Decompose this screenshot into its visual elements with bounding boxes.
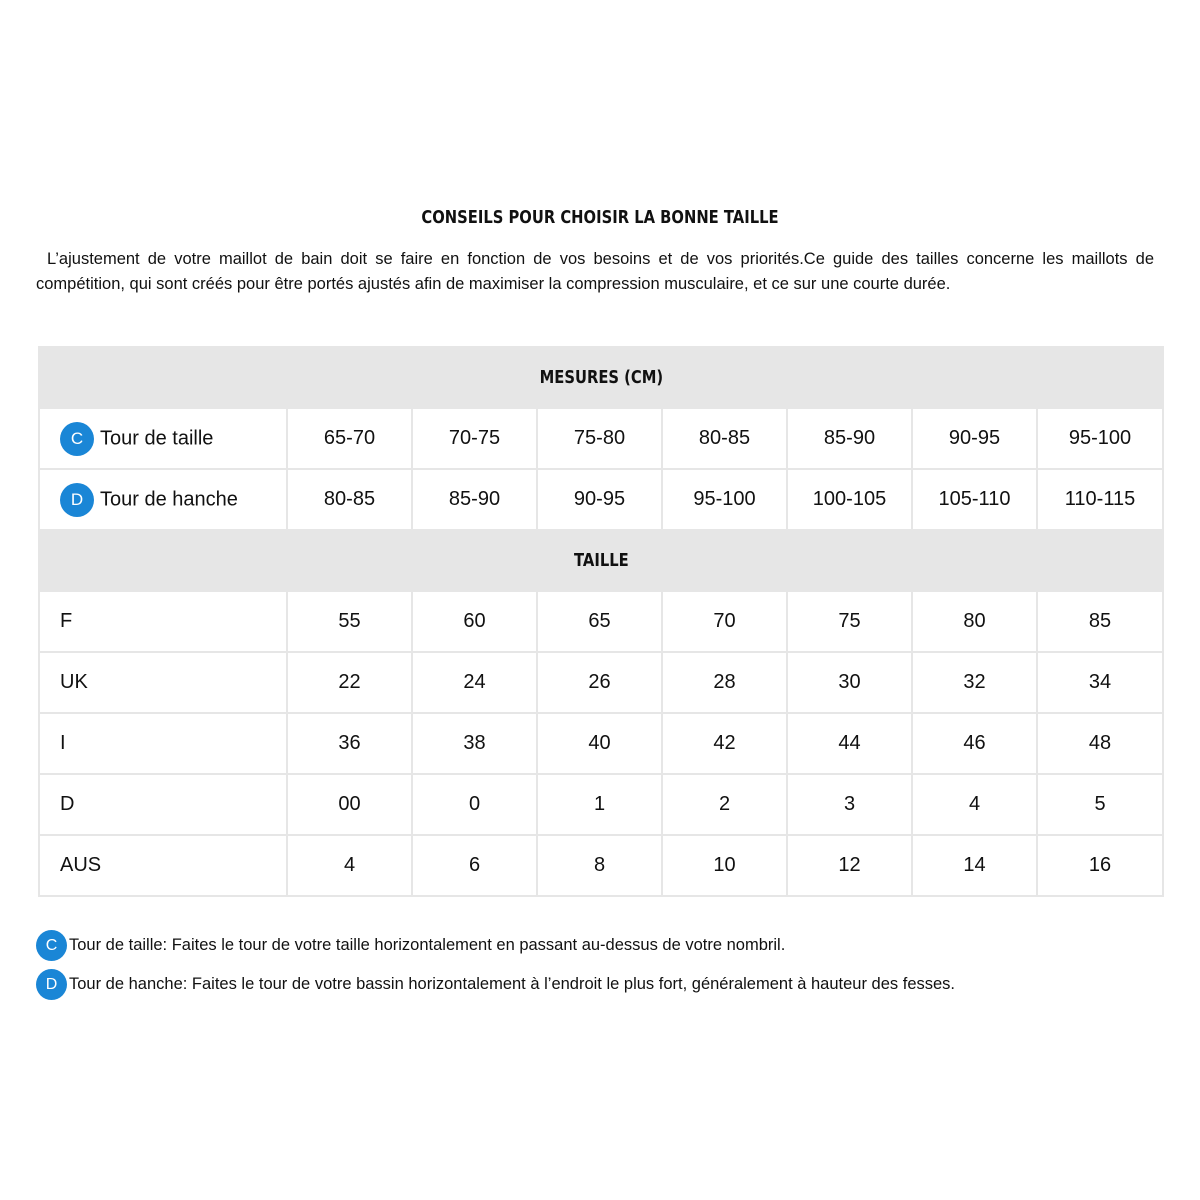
table-cell: 2 — [662, 774, 787, 835]
size-row-aus — [39, 835, 1163, 896]
table-cell: 22 — [287, 652, 412, 713]
table-cell: 38 — [412, 713, 537, 774]
table-cell: 46 — [912, 713, 1037, 774]
table-cell: 80 — [912, 591, 1037, 652]
measures-header-cell — [39, 347, 1163, 408]
measures-header: MESURES (CM) — [539, 367, 663, 388]
table-cell: 36 — [287, 713, 412, 774]
hip-badge-icon: D — [36, 969, 67, 1000]
table-cell: 16 — [1037, 835, 1163, 896]
table-cell: 80-85 — [662, 408, 787, 469]
footnote-text: Tour de taille: Faites le tour de votre taille horizontalement en passant au-dessus de votre nombril. — [69, 935, 786, 954]
table-cell: 14 — [912, 835, 1037, 896]
size-row-i — [39, 713, 1163, 774]
footnote-waist — [36, 928, 1166, 962]
table-cell: 5 — [1037, 774, 1163, 835]
size-header-cell — [39, 530, 1163, 591]
table-cell: 42 — [662, 713, 787, 774]
table-cell: 10 — [662, 835, 787, 896]
size-header: TAILLE — [573, 550, 629, 571]
waist-badge-icon: C — [60, 422, 94, 456]
intro-paragraph: L’ajustement de votre maillot de bain doit se faire en fonction de vos besoins et de vos priorités.Ce guide des tailles concerne les maillots de compétition, qui sont créés pour être portés ajustés afin de maximiser la compression musculaire, et ce sur une courte durée. — [36, 250, 1154, 293]
table-cell: 32 — [912, 652, 1037, 713]
table-cell: 65 — [537, 591, 662, 652]
row-label: D — [39, 774, 287, 835]
table-cell: 4 — [287, 835, 412, 896]
measures-header-row — [39, 347, 1163, 408]
waist-badge-icon: C — [36, 930, 67, 961]
row-label: Tour de hanche — [100, 488, 238, 510]
size-header-row — [39, 530, 1163, 591]
table-cell: 55 — [287, 591, 412, 652]
table-cell: 100-105 — [787, 469, 912, 530]
footnote-text: Tour de hanche: Faites le tour de votre bassin horizontalement à l’endroit le plus fort, généralement à hauteur des fesses. — [69, 974, 956, 993]
size-row-f — [39, 591, 1163, 652]
measure-row-waist — [39, 408, 1163, 469]
table-cell: 30 — [787, 652, 912, 713]
table-cell: 4 — [912, 774, 1037, 835]
row-label: UK — [39, 652, 287, 713]
table-cell: 80-85 — [287, 469, 412, 530]
row-label: I — [39, 713, 287, 774]
measure-row-hip — [39, 469, 1163, 530]
table-cell: 48 — [1037, 713, 1163, 774]
page-title: CONSEILS POUR CHOISIR LA BONNE TAILLE — [421, 207, 779, 228]
table-cell: 1 — [537, 774, 662, 835]
table-cell: 95-100 — [1037, 408, 1163, 469]
table-cell: 40 — [537, 713, 662, 774]
footnotes — [36, 928, 1166, 1006]
table-cell: 26 — [537, 652, 662, 713]
table-cell: 85 — [1037, 591, 1163, 652]
table-cell: 110-115 — [1037, 469, 1163, 530]
row-label: AUS — [39, 835, 287, 896]
table-cell: 24 — [412, 652, 537, 713]
table-cell: 105-110 — [912, 469, 1037, 530]
table-cell: 90-95 — [912, 408, 1037, 469]
table-cell: 75 — [787, 591, 912, 652]
table-cell: 44 — [787, 713, 912, 774]
hip-badge-icon: D — [60, 483, 94, 517]
table-cell: 60 — [412, 591, 537, 652]
table-cell: 28 — [662, 652, 787, 713]
row-label: Tour de taille — [100, 427, 214, 449]
table-cell: 70 — [662, 591, 787, 652]
footnote-hip — [36, 967, 1166, 1001]
size-row-d — [39, 774, 1163, 835]
table-cell: 6 — [412, 835, 537, 896]
table-body — [39, 347, 1163, 896]
table-cell: 90-95 — [537, 469, 662, 530]
row-label-cell — [39, 469, 287, 530]
size-row-uk — [39, 652, 1163, 713]
size-chart-table — [38, 346, 1164, 897]
table-cell: 65-70 — [287, 408, 412, 469]
table-cell: 95-100 — [662, 469, 787, 530]
table-cell: 85-90 — [787, 408, 912, 469]
table-cell: 3 — [787, 774, 912, 835]
table-cell: 85-90 — [412, 469, 537, 530]
table-cell: 70-75 — [412, 408, 537, 469]
table-cell: 00 — [287, 774, 412, 835]
table-cell: 8 — [537, 835, 662, 896]
row-label-cell — [39, 408, 287, 469]
table-cell: 12 — [787, 835, 912, 896]
table-cell: 34 — [1037, 652, 1163, 713]
row-label: F — [39, 591, 287, 652]
table-cell: 75-80 — [537, 408, 662, 469]
table-cell: 0 — [412, 774, 537, 835]
